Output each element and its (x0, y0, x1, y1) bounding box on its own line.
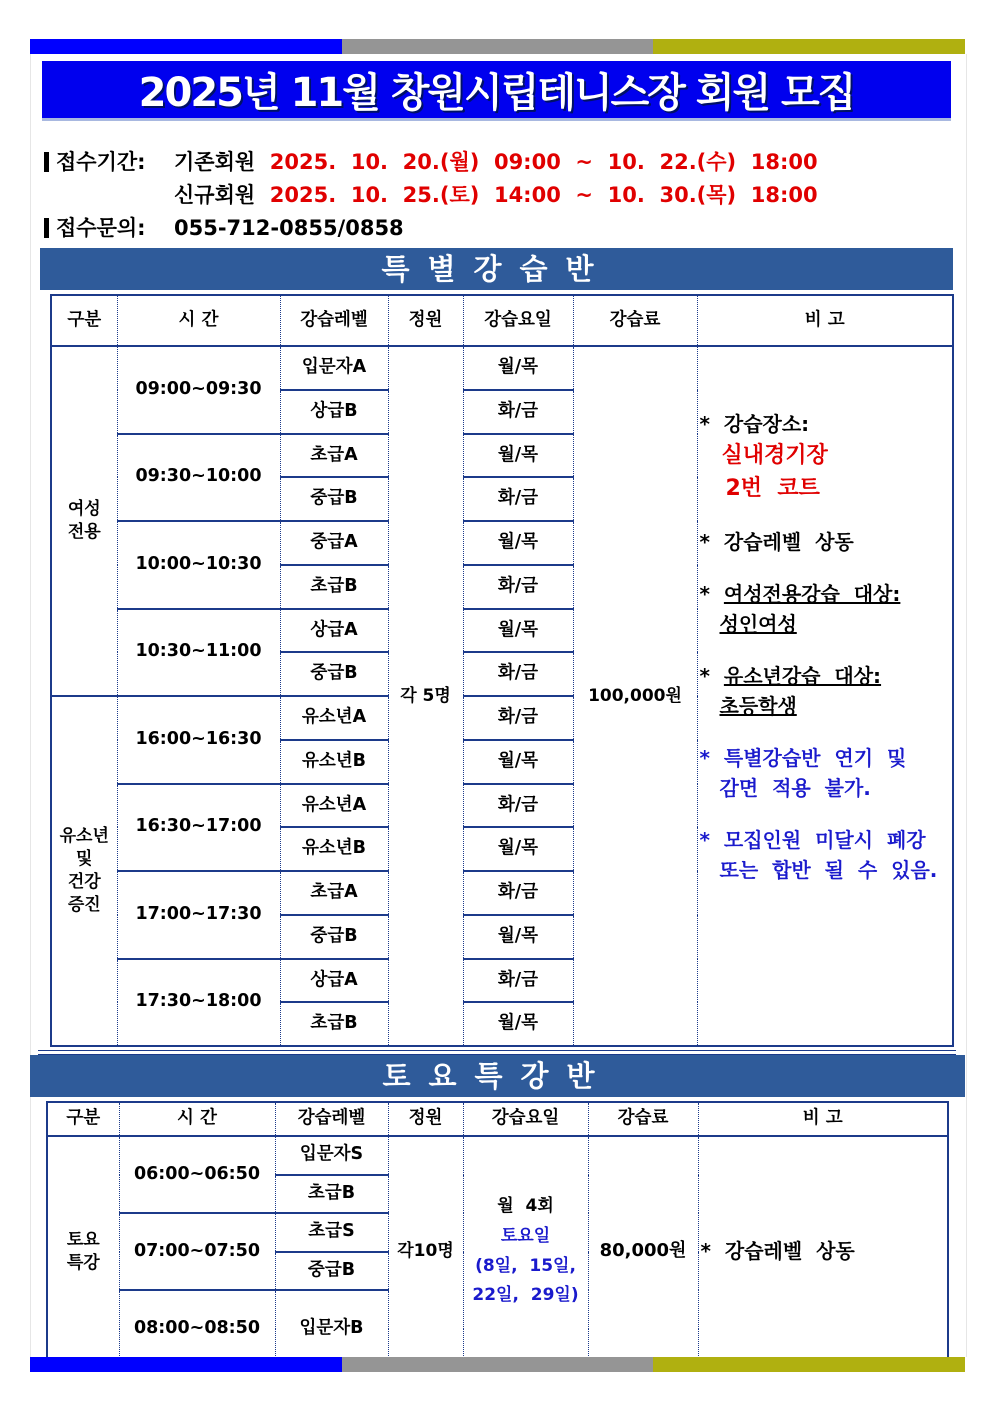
sat-day-4: 22일, 29일) (472, 1285, 579, 1306)
sat-day-3: (8일, 15일, (475, 1255, 576, 1276)
note-place-label: * 강습장소: (699, 412, 810, 436)
day-cell: 월/목 (463, 434, 573, 478)
time-cell: 10:30~11:00 (117, 609, 280, 697)
note-youth-label: 유소년강습 대상: (723, 664, 882, 688)
top-color-stripe (30, 39, 965, 54)
note-no-extension-2-line (700, 773, 953, 803)
group-cell (47, 1136, 119, 1367)
day-cell: 화/금 (463, 959, 573, 1003)
inquiry-phone: 055-712-0855/0858 (174, 216, 404, 240)
note-place-2-line (700, 472, 953, 505)
time-cell: 09:30~10:00 (117, 434, 280, 522)
level-cell: 초급S (275, 1213, 388, 1252)
special-section-title: 특별강습반 (40, 248, 953, 290)
day-cell: 월/목 (463, 915, 573, 959)
stripe-gray (342, 1357, 654, 1372)
stripe-blue (30, 39, 342, 54)
capacity-cell: 각 5명 (388, 346, 463, 1046)
fee-cell: 100,000원 (573, 346, 697, 1046)
table-row (47, 1136, 948, 1175)
note-youth-label-line: * 유소년강습 대상: (699, 664, 882, 688)
day-cell: 화/금 (463, 565, 573, 609)
day-cell: 화/금 (463, 871, 573, 915)
inquiry-label: 접수문의: (56, 216, 146, 240)
time-cell: 16:00~16:30 (117, 696, 280, 784)
time-cell: 06:00~06:50 (119, 1136, 275, 1213)
level-cell: 중급B (280, 652, 388, 696)
level-cell: 유소년B (280, 740, 388, 784)
note-minimum-1: * 모집인원 미달시 폐강 (699, 828, 926, 852)
sat-day-1: 월 4회 (497, 1196, 554, 1216)
day-cell (463, 1136, 588, 1367)
time-cell: 07:00~07:50 (119, 1213, 275, 1290)
bullet-bar-icon (44, 218, 49, 238)
note-place-1-line (700, 439, 953, 472)
bottom-color-stripe (30, 1357, 965, 1372)
group-label: 전용 (67, 522, 101, 542)
note-level-line (700, 527, 953, 557)
level-cell: 초급A (280, 871, 388, 915)
group-label: 건강 (67, 872, 101, 892)
header-cell: 강습요일 (463, 295, 573, 346)
day-cell: 화/금 (463, 784, 573, 828)
note-minimum-2-line (700, 855, 953, 885)
header-cell: 강습료 (573, 295, 697, 346)
note-no-extension-2: 감면 적용 불가. (719, 776, 871, 800)
group-label: 및 (76, 849, 93, 870)
note-women-target: 성인여성 (719, 612, 797, 636)
table-header-row (51, 295, 953, 346)
time-cell: 09:00~09:30 (117, 346, 280, 434)
note-place-2: 2번 코트 (725, 476, 820, 501)
note-no-extension-1-line (700, 743, 953, 773)
group-label: 유소년 (59, 826, 109, 847)
sat-day-2: 토요일 (500, 1225, 551, 1246)
period-line-existing (44, 146, 818, 176)
group-cell (51, 696, 117, 1046)
note-minimum-1-line (700, 825, 953, 855)
capacity-cell: 각10명 (388, 1136, 463, 1367)
table-row (51, 346, 953, 390)
header-cell: 시 간 (117, 295, 280, 346)
day-cell: 화/금 (463, 477, 573, 521)
time-cell: 16:30~17:00 (117, 784, 280, 872)
header-cell: 시 간 (119, 1102, 275, 1136)
time-cell: 08:00~08:50 (119, 1290, 275, 1367)
header-cell: 강습레벨 (280, 295, 388, 346)
notes-cell (697, 346, 953, 1046)
special-class-table (50, 294, 954, 1047)
stripe-gray (342, 39, 654, 54)
header-cell: 정원 (388, 295, 463, 346)
level-cell: 초급B (275, 1175, 388, 1214)
day-cell: 월/목 (463, 609, 573, 653)
day-cell: 월/목 (463, 521, 573, 565)
stripe-olive (653, 39, 965, 54)
note-place-label-line (700, 409, 953, 439)
level-cell: 초급B (280, 1002, 388, 1046)
group-cell (51, 346, 117, 696)
time-cell: 10:00~10:30 (117, 521, 280, 609)
note-women-target-line (700, 609, 953, 639)
header-cell: 구분 (51, 295, 117, 346)
day-cell: 월/목 (463, 346, 573, 390)
level-cell: 중급B (280, 915, 388, 959)
header-cell: 강습료 (588, 1102, 698, 1136)
period-label: 접수기간: (56, 150, 146, 174)
level-cell: 중급A (280, 521, 388, 565)
fee-cell: 80,000원 (588, 1136, 698, 1367)
day-cell: 화/금 (463, 696, 573, 740)
note-women-label: 여성전용강습 대상: (723, 582, 901, 606)
header-cell: 비 고 (697, 295, 953, 346)
header-cell: 비 고 (698, 1102, 948, 1136)
note-place-1: 실내경기장 (721, 443, 828, 468)
group-label: 증진 (67, 894, 101, 915)
group-label: 토요 (66, 1229, 100, 1250)
day-cell: 화/금 (463, 652, 573, 696)
note-women-label-line: * 여성전용강습 대상: (699, 582, 901, 606)
existing-period: 2025. 10. 20.(월) 09:00 ~ 10. 22.(수) 18:00 (269, 150, 818, 174)
level-cell: 유소년B (280, 827, 388, 871)
new-period: 2025. 10. 25.(토) 14:00 ~ 10. 30.(목) 18:00 (269, 183, 818, 207)
time-cell: 17:30~18:00 (117, 959, 280, 1047)
notes-cell: * 강습레벨 상동 (698, 1136, 948, 1367)
day-cell: 화/금 (463, 390, 573, 434)
stripe-olive (653, 1357, 965, 1372)
header-cell: 강습레벨 (275, 1102, 388, 1136)
header-cell: 정원 (388, 1102, 463, 1136)
level-cell: 초급A (280, 434, 388, 478)
group-label: 여성 (67, 499, 101, 520)
header-cell: 구분 (47, 1102, 119, 1136)
stripe-blue (30, 1357, 342, 1372)
table-header-row (47, 1102, 948, 1136)
note-level: * 강습레벨 상동 (699, 530, 854, 554)
new-label: 신규회원 (174, 183, 256, 207)
level-cell: 상급A (280, 609, 388, 653)
inquiry-line (44, 212, 404, 242)
day-cell: 월/목 (463, 1002, 573, 1046)
level-cell: 상급A (280, 959, 388, 1003)
day-cell: 월/목 (463, 740, 573, 784)
level-cell: 유소년A (280, 696, 388, 740)
note-minimum-2: 또는 합반 될 수 있음. (719, 858, 938, 882)
existing-label: 기존회원 (174, 150, 256, 174)
time-cell: 17:00~17:30 (117, 871, 280, 959)
period-line-new (44, 179, 818, 209)
note-youth-target: 초등학생 (719, 694, 797, 718)
header-cell: 강습요일 (463, 1102, 588, 1136)
saturday-section-title: 토요특강반 (30, 1055, 965, 1097)
level-cell: 초급B (280, 565, 388, 609)
level-cell: 중급B (275, 1252, 388, 1291)
level-cell: 입문자S (275, 1136, 388, 1175)
level-cell: 유소년A (280, 784, 388, 828)
bullet-bar-icon (44, 152, 49, 172)
title-banner (42, 61, 951, 121)
level-cell: 중급B (280, 477, 388, 521)
page-title: 2025년 11월 창원시립테니스장 회원 모집 (138, 70, 855, 116)
note-no-extension-1: * 특별강습반 연기 및 (699, 746, 907, 770)
saturday-class-table (46, 1101, 949, 1368)
level-cell: 상급B (280, 390, 388, 434)
day-cell: 월/목 (463, 827, 573, 871)
level-cell: 입문자A (280, 346, 388, 390)
level-cell: 입문자B (275, 1290, 388, 1367)
note-youth-target-line (700, 691, 953, 721)
group-label: 특강 (66, 1252, 100, 1273)
